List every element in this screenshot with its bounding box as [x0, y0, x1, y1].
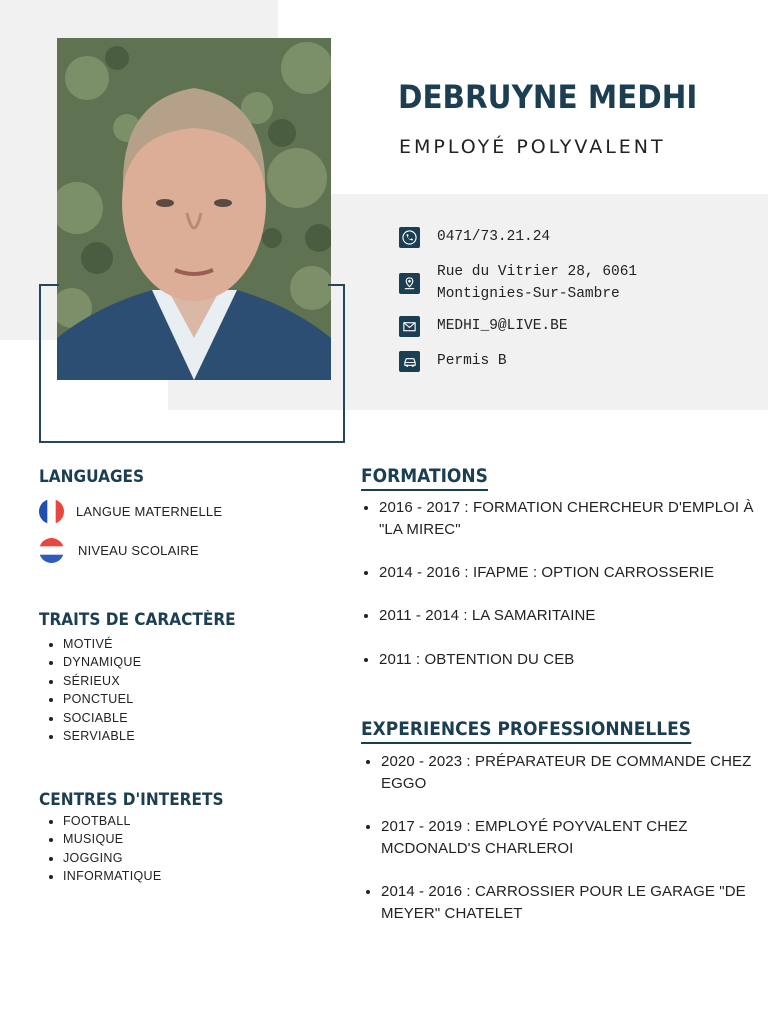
formations-heading: FORMATIONS [361, 465, 488, 491]
languages-heading: LANGUAGES [39, 467, 145, 486]
address-line-1: Rue du Vitrier 28, 6061 [437, 264, 638, 280]
contact-section [399, 226, 759, 385]
language-label: NIVEAU SCOLAIRE [78, 543, 199, 558]
experiences-list [361, 751, 761, 925]
language-label: LANGUE MATERNELLE [76, 504, 223, 519]
list-item: • SERVIABLE [63, 727, 329, 745]
netherlands-flag-icon [39, 538, 64, 563]
list-item: • 2014 - 2016 : CARROSSIER POUR LE GARAGE "DE MEYER" CHATELET [381, 881, 761, 925]
contact-phone [399, 226, 759, 248]
languages-section [39, 467, 329, 563]
list-item: • 2017 - 2019 : EMPLOYÉ POYVALENT CHEZ MCDONALD'S CHARLEROI [381, 816, 761, 860]
contact-email [399, 315, 759, 337]
language-item [39, 538, 329, 563]
list-item: • MOTIVÉ [63, 635, 329, 653]
address-line-2: Montignies-Sur-Sambre [437, 286, 620, 302]
phone-icon [399, 227, 420, 248]
phone-number: 0471/73.21.24 [437, 229, 551, 245]
interests-section [39, 790, 329, 886]
formations-section [361, 465, 761, 671]
mail-icon [399, 316, 420, 337]
list-item: • DYNAMIQUE [63, 653, 329, 671]
driving-license: Permis B [437, 353, 507, 369]
contact-license [399, 350, 759, 372]
candidate-name: DEBRUYNE MEDHI [398, 78, 698, 116]
list-item: • 2014 - 2016 : IFAPME : OPTION CARROSSERIE [379, 562, 761, 584]
interests-heading: CENTRES D'INTERETS [39, 790, 224, 809]
france-flag-icon [39, 499, 64, 524]
address-text [437, 261, 637, 305]
list-item: • 2011 - 2014 : LA SAMARITAINE [379, 605, 761, 627]
experiences-section [361, 718, 761, 925]
formations-list [361, 497, 761, 671]
email-address: MEDHI_9@LIVE.BE [437, 318, 568, 334]
photo-frame [39, 284, 345, 443]
list-item: • 2016 - 2017 : FORMATION CHERCHEUR D'EMPLOI À "LA MIREC" [379, 497, 761, 541]
list-item: • 2020 - 2023 : PRÉPARATEUR DE COMMANDE CHEZ EGGO [381, 751, 761, 795]
list-item: • JOGGING [63, 849, 329, 867]
car-icon [399, 351, 420, 372]
experiences-heading: EXPERIENCES PROFESSIONNELLES [361, 718, 691, 744]
contact-address [399, 261, 759, 305]
list-item: • MUSIQUE [63, 830, 329, 848]
job-title: EMPLOYÉ POLYVALENT [399, 136, 666, 158]
list-item: • FOOTBALL [63, 812, 329, 830]
list-item: • INFORMATIQUE [63, 867, 329, 885]
traits-section [39, 610, 329, 745]
traits-list [39, 635, 329, 745]
list-item: • PONCTUEL [63, 690, 329, 708]
list-item: • SÉRIEUX [63, 672, 329, 690]
language-item [39, 499, 329, 524]
traits-heading: TRAITS DE CARACTÈRE [39, 610, 236, 629]
interests-list [39, 812, 329, 886]
list-item: • SOCIABLE [63, 709, 329, 727]
list-item: • 2011 : OBTENTION DU CEB [379, 649, 761, 671]
map-pin-icon [399, 273, 420, 294]
